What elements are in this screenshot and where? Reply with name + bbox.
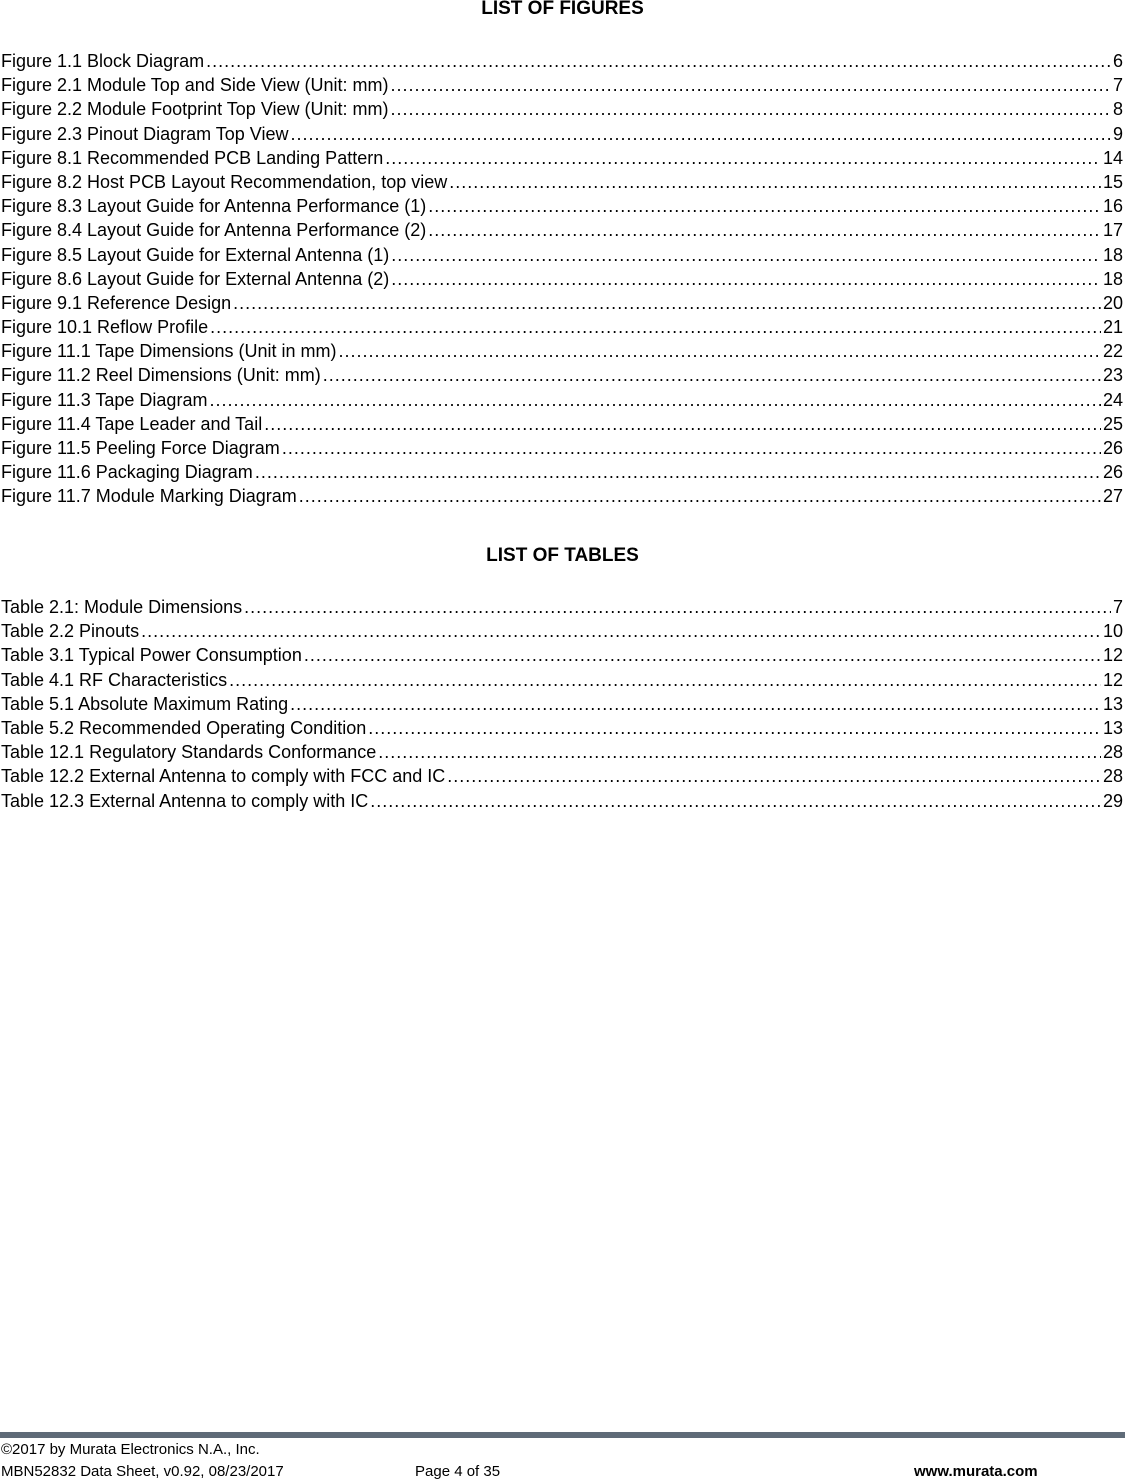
toc-entry[interactable] xyxy=(1,742,1123,766)
toc-entry-page-number[interactable]: 26 xyxy=(1102,462,1123,483)
toc-entry[interactable] xyxy=(1,390,1123,414)
toc-entry-label[interactable]: Table 5.2 Recommended Operating Condition xyxy=(1,717,367,738)
toc-entry[interactable] xyxy=(1,99,1123,123)
toc-entry-page-number[interactable]: 18 xyxy=(1102,268,1123,289)
toc-entry-page-number[interactable]: 9 xyxy=(1112,123,1123,144)
toc-entry[interactable] xyxy=(1,645,1123,669)
toc-entry-page-number[interactable]: 10 xyxy=(1102,621,1123,642)
toc-dot-leader xyxy=(210,317,1101,337)
toc-dot-leader xyxy=(449,172,1101,192)
toc-dot-leader xyxy=(206,51,1111,71)
toc-entry[interactable] xyxy=(1,172,1123,196)
toc-dot-leader xyxy=(378,742,1101,762)
toc-dot-leader xyxy=(447,766,1101,786)
toc-entry[interactable] xyxy=(1,269,1123,293)
toc-dot-leader xyxy=(391,99,1111,119)
toc-entry-label[interactable]: Figure 11.6 Packaging Diagram xyxy=(1,462,253,483)
toc-entry[interactable] xyxy=(1,414,1123,438)
toc-entry-label[interactable]: Table 2.1: Module Dimensions xyxy=(1,597,243,617)
toc-entry[interactable] xyxy=(1,51,1123,75)
toc-entry-page-number[interactable]: 29 xyxy=(1102,790,1123,811)
toc-dot-leader xyxy=(428,220,1101,240)
toc-entry-page-number[interactable]: 12 xyxy=(1102,645,1123,666)
toc-entry-page-number[interactable]: 16 xyxy=(1102,196,1123,217)
toc-dot-leader xyxy=(209,390,1101,410)
toc-dot-leader xyxy=(244,597,1111,617)
toc-entry-page-number[interactable]: 20 xyxy=(1102,292,1123,313)
footer-copyright: ©2017 by Murata Electronics N.A., Inc. xyxy=(1,1441,260,1458)
toc-entry-label[interactable]: Figure 8.5 Layout Guide for External Antenna (1) xyxy=(1,244,390,265)
toc-entry-label[interactable]: Table 4.1 RF Characteristics xyxy=(1,669,228,690)
toc-entry[interactable] xyxy=(1,220,1123,244)
toc-dot-leader xyxy=(229,670,1101,690)
toc-entry-label[interactable]: Table 12.2 External Antenna to comply with FCC and IC xyxy=(1,766,446,787)
toc-entry-page-number[interactable]: 7 xyxy=(1112,75,1123,96)
toc-entry[interactable] xyxy=(1,341,1123,365)
toc-entry-page-number[interactable]: 17 xyxy=(1102,220,1123,241)
toc-entry-label[interactable]: Figure 2.2 Module Footprint Top View (Unit: mm) xyxy=(1,99,389,120)
toc-entry-page-number[interactable]: 27 xyxy=(1102,486,1123,507)
toc-dot-leader xyxy=(428,196,1101,216)
tables-toc-list xyxy=(1,597,1123,815)
toc-entry[interactable] xyxy=(1,365,1123,389)
toc-entry-label[interactable]: Figure 11.5 Peeling Force Diagram xyxy=(1,438,280,458)
toc-dot-leader xyxy=(338,341,1101,361)
toc-entry-page-number[interactable]: 18 xyxy=(1102,244,1123,265)
toc-entry[interactable] xyxy=(1,245,1123,269)
toc-entry[interactable] xyxy=(1,486,1123,510)
toc-dot-leader xyxy=(323,365,1101,385)
toc-entry-label[interactable]: Figure 8.3 Layout Guide for Antenna Performance (1) xyxy=(1,196,427,217)
toc-dot-leader xyxy=(370,791,1101,811)
footer-divider xyxy=(0,1432,1125,1438)
footer-website-link[interactable]: www.murata.com xyxy=(914,1463,1038,1480)
toc-entry-label[interactable]: Table 2.2 Pinouts xyxy=(1,621,140,642)
toc-entry[interactable] xyxy=(1,597,1123,621)
toc-dot-leader xyxy=(291,124,1111,144)
toc-entry-label[interactable]: Figure 8.6 Layout Guide for External Antenna (2) xyxy=(1,268,390,289)
toc-entry-page-number[interactable]: 22 xyxy=(1102,341,1123,362)
list-of-figures-heading: LIST OF FIGURES xyxy=(481,0,644,19)
toc-dot-leader xyxy=(233,293,1101,313)
toc-entry-label[interactable]: Figure 2.1 Module Top and Side View (Unit: mm) xyxy=(1,75,389,96)
figures-toc-list xyxy=(1,51,1123,511)
toc-entry-page-number[interactable]: 25 xyxy=(1102,413,1123,434)
toc-dot-leader xyxy=(264,414,1101,434)
toc-entry-label[interactable]: Figure 8.1 Recommended PCB Landing Pattern xyxy=(1,147,384,168)
toc-entry-page-number[interactable]: 13 xyxy=(1102,693,1123,714)
toc-entry[interactable] xyxy=(1,766,1123,790)
toc-entry-page-number[interactable]: 15 xyxy=(1102,171,1123,192)
toc-dot-leader xyxy=(391,75,1111,95)
list-of-tables-heading: LIST OF TABLES xyxy=(486,545,639,566)
toc-entry[interactable] xyxy=(1,718,1123,742)
toc-entry-page-number[interactable]: 7 xyxy=(1112,597,1123,617)
toc-entry-page-number[interactable]: 21 xyxy=(1102,317,1123,338)
toc-entry[interactable] xyxy=(1,293,1123,317)
toc-dot-leader xyxy=(391,245,1101,265)
toc-entry-label[interactable]: Figure 10.1 Reflow Profile xyxy=(1,317,209,338)
toc-entry-page-number[interactable]: 14 xyxy=(1102,147,1123,168)
toc-entry[interactable] xyxy=(1,791,1123,815)
toc-dot-leader xyxy=(391,269,1101,289)
toc-entry-label[interactable]: Table 3.1 Typical Power Consumption xyxy=(1,645,302,666)
toc-entry-label[interactable]: Figure 8.4 Layout Guide for Antenna Performance (2) xyxy=(1,220,427,241)
toc-entry-label[interactable]: Figure 11.3 Tape Diagram xyxy=(1,389,208,410)
toc-entry-label[interactable]: Figure 2.3 Pinout Diagram Top View xyxy=(1,123,289,144)
toc-dot-leader xyxy=(304,645,1101,665)
toc-dot-leader xyxy=(255,462,1101,482)
toc-dot-leader xyxy=(290,694,1101,714)
toc-entry-label[interactable]: Figure 11.4 Tape Leader and Tail xyxy=(1,413,263,434)
toc-entry[interactable] xyxy=(1,148,1123,172)
toc-entry-page-number[interactable]: 12 xyxy=(1102,669,1123,690)
toc-entry-page-number[interactable]: 23 xyxy=(1102,365,1123,386)
toc-entry-page-number[interactable]: 28 xyxy=(1102,742,1123,763)
toc-dot-leader xyxy=(141,621,1101,641)
toc-entry-page-number[interactable]: 28 xyxy=(1102,766,1123,787)
toc-entry[interactable] xyxy=(1,124,1123,148)
toc-entry[interactable] xyxy=(1,670,1123,694)
toc-entry-page-number[interactable]: 8 xyxy=(1112,99,1123,120)
toc-dot-leader xyxy=(282,438,1101,458)
footer-document-title: MBN52832 Data Sheet, v0.92, 08/23/2017 xyxy=(1,1463,284,1480)
toc-entry[interactable] xyxy=(1,621,1123,645)
toc-entry-label[interactable]: Figure 9.1 Reference Design xyxy=(1,292,232,313)
toc-dot-leader xyxy=(299,486,1101,506)
toc-entry-page-number[interactable]: 13 xyxy=(1102,717,1123,738)
toc-entry-label[interactable]: Table 5.1 Absolute Maximum Rating xyxy=(1,693,289,714)
toc-entry-label[interactable]: Figure 11.2 Reel Dimensions (Unit: mm) xyxy=(1,365,321,386)
toc-entry-label[interactable]: Figure 8.2 Host PCB Layout Recommendation, top view xyxy=(1,171,448,192)
toc-entry[interactable] xyxy=(1,438,1123,462)
toc-entry[interactable] xyxy=(1,196,1123,220)
toc-entry[interactable] xyxy=(1,317,1123,341)
toc-dot-leader xyxy=(385,148,1101,168)
toc-entry-page-number[interactable]: 26 xyxy=(1102,438,1123,458)
toc-entry-label[interactable]: Table 12.3 External Antenna to comply with IC xyxy=(1,790,369,811)
toc-entry[interactable] xyxy=(1,75,1123,99)
toc-entry-page-number[interactable]: 6 xyxy=(1112,51,1123,71)
toc-entry[interactable] xyxy=(1,694,1123,718)
toc-entry-label[interactable]: Figure 11.1 Tape Dimensions (Unit in mm) xyxy=(1,341,337,362)
toc-entry-label[interactable]: Figure 11.7 Module Marking Diagram xyxy=(1,486,297,507)
footer-page-number: Page 4 of 35 xyxy=(415,1463,501,1480)
toc-entry-label[interactable]: Figure 1.1 Block Diagram xyxy=(1,51,205,71)
toc-dot-leader xyxy=(368,718,1101,738)
toc-entry-label[interactable]: Table 12.1 Regulatory Standards Conformance xyxy=(1,742,377,763)
toc-entry-page-number[interactable]: 24 xyxy=(1102,389,1123,410)
toc-entry[interactable] xyxy=(1,462,1123,486)
